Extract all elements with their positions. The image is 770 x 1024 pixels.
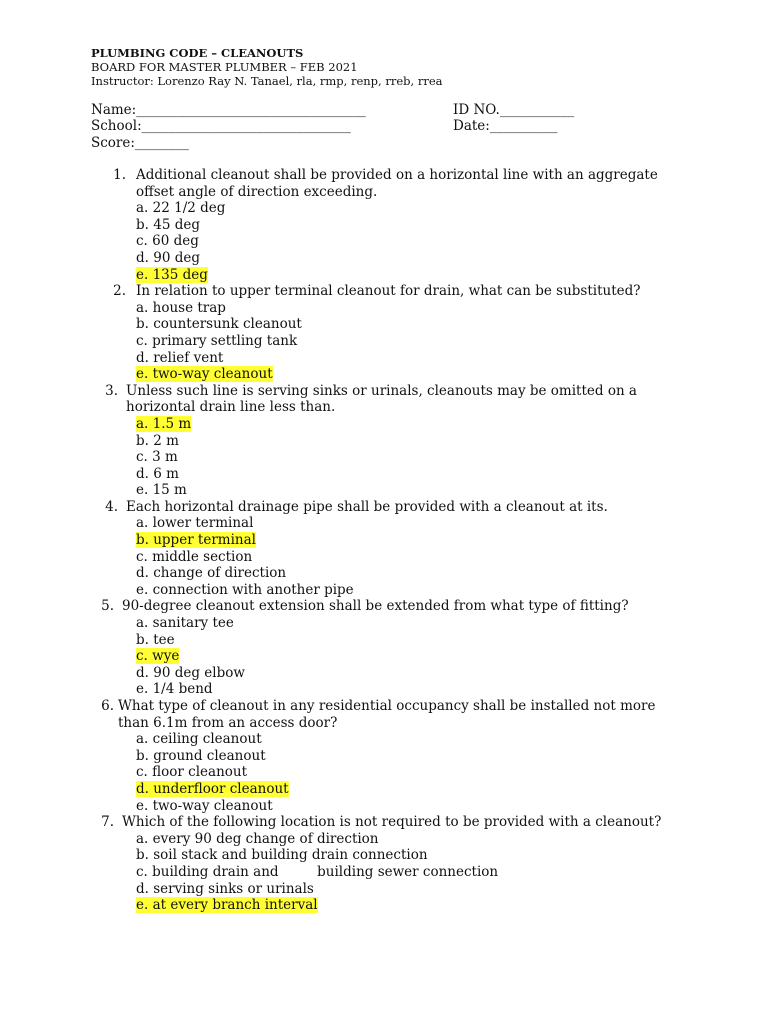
answer-option	[0, 466, 770, 483]
question-7	[0, 814, 770, 914]
question-list	[0, 167, 770, 914]
answer-option	[0, 648, 770, 665]
option-text: b. soil stack and building drain connection	[136, 847, 428, 864]
highlighted-answer: b. upper terminal	[136, 532, 256, 549]
question-text: 90-degree cleanout extension shall be extended from what type of fitting?	[122, 598, 629, 615]
option-text: c. 60 deg	[136, 233, 199, 250]
answer-option	[0, 831, 770, 848]
option-text: e. connection with another pipe	[136, 581, 354, 598]
id-no-field: ID NO.___________	[453, 102, 575, 118]
answer-option	[0, 449, 770, 466]
option-text: e. 1/4 bend	[136, 681, 213, 698]
question-number: 2.	[113, 283, 126, 300]
option-text: a. ceiling cleanout	[136, 731, 262, 748]
question-text: What type of cleanout in any residential occupancy shall be installed not more than 6.1m from an access door?	[118, 698, 656, 731]
option-text: a. house trap	[136, 299, 226, 316]
option-text: b. ground cleanout	[136, 747, 266, 764]
answer-option	[0, 615, 770, 632]
answer-option	[0, 665, 770, 682]
document-title: PLUMBING CODE – CLEANOUTS	[91, 46, 304, 60]
option-text: a. 22 1/2 deg	[136, 200, 226, 217]
question-number: 4.	[105, 498, 118, 515]
option-text: d. relief vent	[136, 349, 224, 366]
option-text: d. serving sinks or urinals	[136, 880, 314, 897]
answer-option	[0, 549, 770, 566]
question-number: 5.	[101, 598, 114, 615]
answer-option	[0, 433, 770, 450]
question-text: Additional cleanout shall be provided on a horizontal line with an aggregate offset angle of direction exceeding.	[136, 167, 658, 200]
highlighted-answer: e. at every branch interval	[136, 897, 318, 914]
option-text: b. countersunk cleanout	[136, 316, 302, 333]
score-field: Score:________	[91, 135, 189, 151]
question-6	[0, 698, 770, 814]
question-4	[0, 499, 770, 599]
answer-option	[0, 681, 770, 698]
question-text: Which of the following location is not required to be provided with a cleanout?	[122, 814, 662, 831]
option-text: d. 90 deg elbow	[136, 664, 245, 681]
answer-option	[0, 532, 770, 549]
answer-option	[0, 350, 770, 367]
answer-option	[0, 748, 770, 765]
question-5	[0, 598, 770, 698]
question-number: 1.	[113, 167, 126, 183]
highlighted-answer: d. underfloor cleanout	[136, 780, 289, 797]
option-text: c. floor cleanout	[136, 764, 248, 781]
question-1	[0, 167, 770, 283]
answer-option	[0, 200, 770, 217]
document-subtitle: BOARD FOR MASTER PLUMBER – FEB 2021	[91, 60, 358, 74]
answer-option	[0, 416, 770, 433]
highlighted-answer: e. two-way cleanout	[136, 366, 273, 383]
option-text: d. 90 deg	[136, 249, 200, 266]
answer-option	[0, 847, 770, 864]
answer-option	[0, 632, 770, 649]
answer-option	[0, 316, 770, 333]
school-field: School:_______________________________	[91, 118, 351, 134]
answer-option	[0, 881, 770, 898]
highlighted-answer: e. 135 deg	[136, 266, 208, 283]
answer-option	[0, 781, 770, 798]
option-text: c. building drain and building sewer connection	[136, 863, 499, 880]
date-field: Date:__________	[453, 118, 558, 134]
answer-option	[0, 582, 770, 599]
answer-option	[0, 300, 770, 317]
option-text: a. sanitary tee	[136, 615, 234, 632]
answer-option	[0, 217, 770, 234]
option-text: d. change of direction	[136, 565, 287, 582]
answer-option	[0, 233, 770, 250]
answer-option	[0, 267, 770, 284]
highlighted-answer: a. 1.5 m	[136, 415, 192, 432]
answer-option	[0, 731, 770, 748]
answer-option	[0, 482, 770, 499]
answer-option	[0, 798, 770, 815]
question-2	[0, 283, 770, 383]
option-text: a. every 90 deg change of direction	[136, 830, 379, 847]
option-text: c. primary settling tank	[136, 332, 298, 349]
option-text: e. 15 m	[136, 482, 187, 499]
question-text: Unless such line is serving sinks or urinals, cleanouts may be omitted on a horizontal drain line less than.	[126, 382, 637, 416]
option-text: c. 3 m	[136, 449, 178, 466]
answer-option	[0, 897, 770, 914]
question-text: In relation to upper terminal cleanout for drain, what can be substituted?	[136, 283, 641, 300]
answer-option	[0, 366, 770, 383]
option-text: b. 2 m	[136, 432, 179, 449]
name-field: Name:__________________________________	[91, 102, 366, 118]
answer-option	[0, 250, 770, 267]
option-text: b. 45 deg	[136, 216, 200, 233]
option-text: e. two-way cleanout	[136, 797, 273, 814]
answer-option	[0, 565, 770, 582]
question-number: 6.	[101, 698, 114, 714]
question-number: 3.	[105, 382, 118, 399]
option-text: c. middle section	[136, 548, 253, 565]
answer-option	[0, 333, 770, 350]
highlighted-answer: c. wye	[136, 648, 180, 665]
option-text: b. tee	[136, 631, 175, 648]
question-number: 7.	[101, 814, 114, 831]
option-text: a. lower terminal	[136, 515, 254, 532]
question-3	[0, 383, 770, 499]
answer-option	[0, 864, 770, 881]
answer-option	[0, 764, 770, 781]
instructor-line: Instructor: Lorenzo Ray N. Tanael, rla, rmp, renp, rreb, rrea	[91, 74, 443, 88]
option-text: d. 6 m	[136, 465, 179, 482]
question-text: Each horizontal drainage pipe shall be provided with a cleanout at its.	[126, 498, 608, 515]
answer-option	[0, 515, 770, 532]
